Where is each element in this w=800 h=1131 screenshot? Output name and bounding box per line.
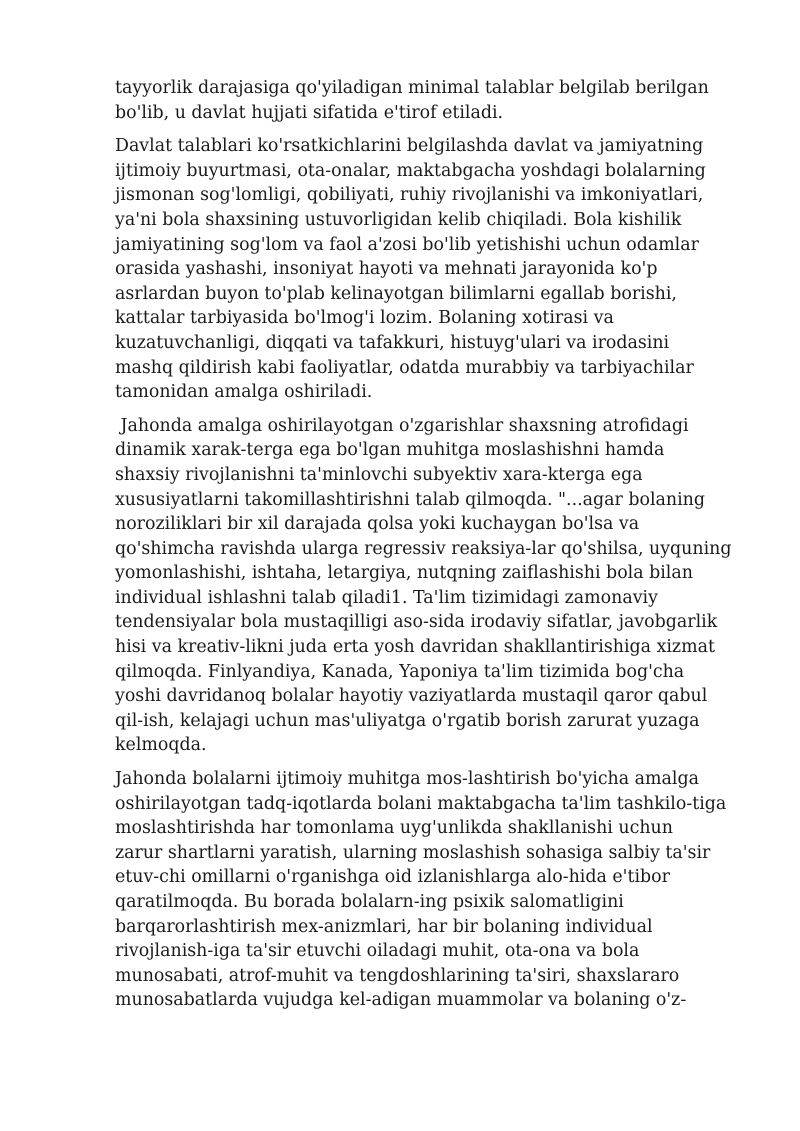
text-line: qo'shimcha ravishda ularga regressiv reaksiya-lar qo'shilsa, uyquning	[115, 538, 732, 559]
text-line: jismonan sog'lomligi, qobiliyati, ruhiy rivojlanishi va imkoniyatlari,	[115, 185, 704, 206]
text-line: qaratilmoqda. Bu borada bolalarn-ing psixik salomatligini	[115, 892, 624, 912]
text-line: dinamik xarak-terga ega bo'lgan muhitga moslashishni hamda	[115, 440, 665, 461]
text-line: individual ishlashni talab qiladi1. Ta'lim tizimidagi zamonaviy	[115, 587, 658, 608]
paragraph-1	[115, 76, 727, 125]
text-line: hisi va kreativ-likni juda erta yosh davridan shakllantirishiga xizmat	[115, 637, 715, 658]
text-line: tamonidan amalga oshiriladi.	[115, 382, 373, 403]
text-line: noroziliklari bir xil darajada qolsa yoki kuchaygan bo'lsa va	[115, 514, 640, 535]
text-line: yomonlashishi, ishtaha, letargiya, nutqning zaiflashishi bola bilan	[115, 563, 693, 584]
text-line: qilmoqda. Finlyandiya, Kanada, Yaponiya ta'lim tizimida bog'cha	[115, 661, 685, 682]
text-line: munosabatlarda vujudga kel-adigan muammolar va bolaning o'z-	[115, 990, 687, 1011]
text-line: barqarorlashtirish mex-anizmlari, har bir bolaning individual	[115, 916, 653, 937]
text-line: moslashtirishda har tomonlama uyg'unlikda shakllanishi uchun	[115, 818, 673, 839]
text-line: tayyorlik darajasiga qo'yiladigan minimal talablar belgilab berilgan	[115, 78, 709, 98]
text-line: jamiyatining sog'lom va faol a'zosi bo'lib yetishishi uchun odamlar	[115, 234, 699, 255]
text-line: asrlardan buyon to'plab kelinayotgan bilimlarni egallab borishi,	[115, 283, 677, 304]
text-line: ya'ni bola shaxsining ustuvorligidan kelib chiqiladi. Bola kishilik	[115, 209, 682, 230]
paragraph-2	[115, 134, 727, 405]
text-line: kelmoqda.	[115, 735, 207, 756]
text-line: ijtimoiy buyurtmasi, ota-onalar, maktabgacha yoshdagi bolalarning	[115, 160, 706, 181]
text-line: Jahonda amalga oshirilayotgan o'zgarishlar shaxsning atrofidagi	[115, 415, 689, 436]
text-line: zarur shartlarni yaratish, ularning moslashish sohasiga salbiy ta'sir	[115, 842, 711, 863]
text-line: Davlat talablari ko'rsatkichlarini belgilashda davlat va jamiyatning	[115, 136, 704, 157]
text-line: yoshi davridanoq bolalar hayotiy vaziyatlarda mustaqil qaror qabul	[115, 686, 708, 707]
text-line: oshirilayotgan tadq-iqotlarda bolani maktabgacha ta'lim tashkilo-tiga	[115, 793, 727, 814]
text-line: xususiyatlarni takomillashtirishni talab qilmoqda. "...agar bolaning	[115, 489, 705, 510]
text-line: kuzatuvchanligi, diqqati va tafakkuri, histuyg'ulari va irodasini	[115, 332, 670, 353]
paragraph-3	[115, 414, 732, 758]
text-line: etuv-chi omillarni o'rganishga oid izlanishlarga alo-hida e'tibor	[115, 867, 670, 888]
text-line: kattalar tarbiyasida bo'lmog'i lozim. Bolaning xotirasi va	[115, 308, 614, 329]
text-line: bo'lib, u davlat hujjati sifatida e'tirof etiladi.	[115, 102, 504, 123]
text-line: Jahonda bolalarni ijtimoiy muhitga mos-lashtirish bo'yicha amalga	[115, 769, 699, 790]
text-line: orasida yashashi, insoniyat hayoti va mehnati jarayonida ko'p	[115, 259, 658, 280]
text-line: munosabati, atrof-muhit va tengdoshlarining ta'siri, shaxslararo	[115, 965, 680, 986]
document-page	[115, 76, 732, 1022]
text-line: shaxsiy rivojlanishni ta'minlovchi subyektiv xara-kterga ega	[115, 464, 643, 485]
text-line: rivojlanish-iga ta'sir etuvchi oiladagi muhit, ota-ona va bola	[115, 941, 640, 962]
text-line: qil-ish, kelajagi uchun mas'uliyatga o'rgatib borish zarurat yuzaga	[115, 710, 700, 731]
text-line: mashq qildirish kabi faoliyatlar, odatda murabbiy va tarbiyachilar	[115, 357, 694, 378]
paragraph-4	[115, 767, 727, 1013]
text-line: tendensiyalar bola mustaqilligi aso-sida irodaviy sifatlar, javobgarlik	[115, 612, 718, 633]
